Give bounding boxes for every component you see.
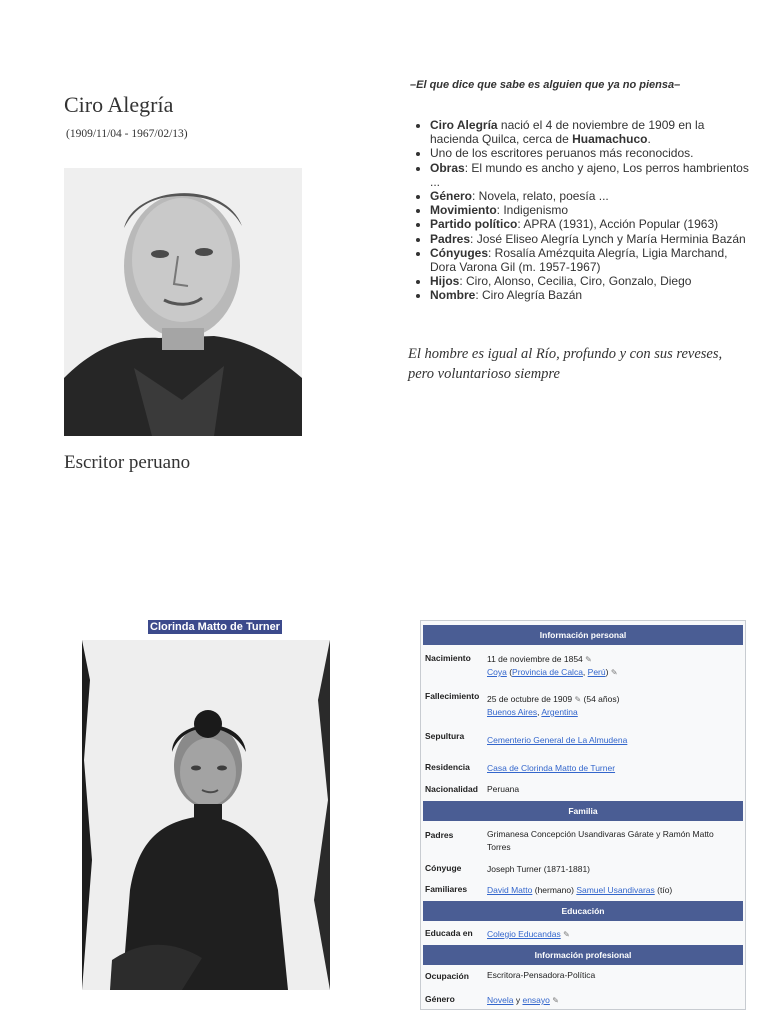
link-buenos-aires[interactable]: Buenos Aires bbox=[487, 707, 538, 717]
infobox-table bbox=[420, 620, 746, 1010]
section-header: Información personal bbox=[423, 625, 743, 645]
row-label: Ocupación bbox=[425, 971, 469, 981]
row-value bbox=[487, 734, 737, 747]
link-coya[interactable]: Coya bbox=[487, 667, 507, 677]
row-value bbox=[487, 928, 737, 941]
link-cementerio[interactable]: Cementerio General de La Almudena bbox=[487, 735, 628, 745]
link-novela[interactable]: Novela bbox=[487, 995, 514, 1005]
photo-caption: Escritor peruano bbox=[64, 452, 191, 473]
pencil-icon[interactable]: ✎ bbox=[552, 996, 559, 1005]
list-item: • Movimiento: Indigenismo bbox=[430, 203, 750, 217]
pencil-icon[interactable]: ✎ bbox=[585, 655, 592, 664]
list-item: • Obras: El mundo es ancho y ajeno, Los perros hambrientos ... bbox=[430, 161, 750, 189]
link-ensayo[interactable]: ensayo bbox=[522, 995, 550, 1005]
link-provincia-calca[interactable]: Provincia de Calca bbox=[512, 667, 583, 677]
row-value: 11 de noviembre de 1854 ✎ Coya (Provincia de Calca, Perú) ✎ bbox=[487, 654, 618, 677]
biography-facts-list bbox=[412, 118, 750, 303]
row-label: Fallecimiento bbox=[425, 691, 480, 701]
pencil-icon[interactable]: ✎ bbox=[563, 930, 570, 939]
link-samuel-usandivaras[interactable]: Samuel Usandivaras bbox=[576, 885, 655, 895]
row-label: Nacionalidad bbox=[425, 784, 478, 794]
row-label: Residencia bbox=[425, 762, 470, 772]
page-title: Ciro Alegría bbox=[64, 92, 174, 117]
list-item: • Padres: José Eliseo Alegría Lynch y María Herminia Bazán bbox=[430, 232, 750, 246]
featured-saying: El hombre es igual al Río, profundo y con sus reveses, pero voluntarioso siempre bbox=[408, 346, 723, 382]
row-label: Género bbox=[425, 994, 455, 1004]
life-dates: (1909/11/04 - 1967/02/13) bbox=[66, 128, 188, 140]
section-header: Información profesional bbox=[423, 945, 743, 965]
row-label: Familiares bbox=[425, 884, 468, 894]
list-item: • Nombre: Ciro Alegría Bazán bbox=[430, 288, 750, 302]
row-label: Sepultura bbox=[425, 731, 465, 741]
link-peru[interactable]: Perú bbox=[587, 667, 606, 677]
row-label: Cónyuge bbox=[425, 863, 462, 873]
row-value: 25 de octubre de 1909 ✎ (54 años) Buenos Aires, Argentina bbox=[487, 694, 620, 717]
section-header: Familia bbox=[423, 801, 743, 821]
row-value: Novela y ensayo ✎ bbox=[487, 995, 559, 1005]
row-value: Grimanesa Concepción Usandivaras Gárate y Ramón Matto Torres bbox=[487, 829, 714, 852]
link-david-matto[interactable]: David Matto bbox=[487, 885, 533, 895]
link-casa-clorinda[interactable]: Casa de Clorinda Matto de Turner bbox=[487, 763, 616, 773]
clorinda-matto-photo bbox=[82, 640, 330, 990]
row-value: David Matto (hermano) Samuel Usandivaras (tío) bbox=[487, 885, 673, 895]
link-argentina[interactable]: Argentina bbox=[541, 707, 578, 717]
list-item: • Cónyuges: Rosalía Amézquita Alegría, Ligia Marchand, Dora Varona Gil (m. 1957-1967) bbox=[430, 246, 750, 274]
row-label: Nacimiento bbox=[425, 653, 471, 663]
link-colegio-educandas[interactable]: Colegio Educandas bbox=[487, 929, 561, 939]
row-label: Educada en bbox=[425, 928, 473, 938]
clorinda-name-label: Clorinda Matto de Turner bbox=[150, 621, 280, 633]
row-label: Padres bbox=[425, 830, 454, 840]
section-header: Educación bbox=[423, 901, 743, 921]
portrait-illustration bbox=[64, 168, 302, 436]
pencil-icon[interactable]: ✎ bbox=[610, 668, 618, 677]
epigraph-quote: –El que dice que sabe es alguien que ya no piensa– bbox=[410, 79, 681, 91]
list-item: • Hijos: Ciro, Alonso, Cecilia, Ciro, Gonzalo, Diego bbox=[430, 274, 750, 288]
list-item: • Género: Novela, relato, poesía ... bbox=[430, 189, 750, 203]
row-value: Peruana bbox=[487, 784, 520, 794]
pencil-icon[interactable]: ✎ bbox=[574, 695, 582, 704]
list-item: • Ciro Alegría nació el 4 de noviembre de 1909 en la hacienda Quilca, cerca de Huamachuco. bbox=[430, 118, 750, 146]
row-value: Escritora-Pensadora-Política bbox=[487, 970, 596, 980]
ciro-alegria-photo bbox=[64, 168, 302, 436]
list-item: • Uno de los escritores peruanos más reconocidos. bbox=[430, 146, 750, 160]
portrait-illustration bbox=[82, 640, 330, 990]
row-value bbox=[487, 762, 737, 775]
row-value: Joseph Turner (1871-1881) bbox=[487, 864, 591, 874]
list-item: • Partido político: APRA (1931), Acción Popular (1963) bbox=[430, 217, 750, 231]
